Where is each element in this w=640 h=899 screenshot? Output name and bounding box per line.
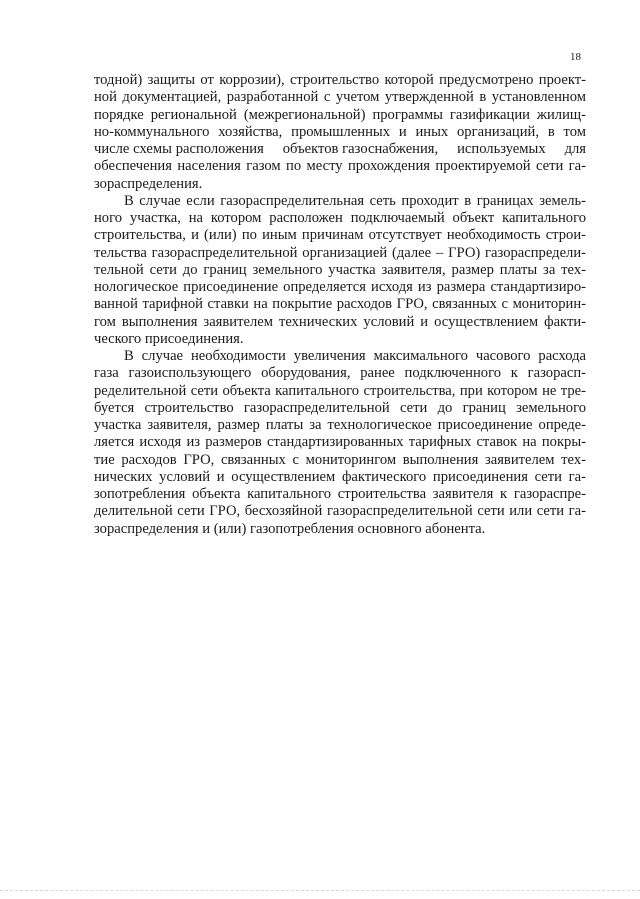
text-line: но-коммунального хозяйства, промышленных и иных организаций, в том	[94, 123, 586, 140]
text-line: гом выполнения заявителем технических условий и осуществлением факти-	[94, 313, 586, 330]
text-line: газа газоиспользующего оборудования, ранее подключенного к газорасп-	[94, 365, 586, 382]
text-line: зопотребления объекта капитального строительства заявителя к газораспре-	[94, 486, 586, 502]
text-line: нических условий и осуществлением фактического присоединения сети га-	[94, 468, 586, 485]
text-line: тодной) защиты от коррозии), строительство которой предусмотрено проект-	[94, 72, 586, 88]
text-line: зораспределения.	[94, 175, 203, 192]
text-line: ляется исходя из размеров стандартизированных тарифных ставок на покры-	[94, 434, 586, 451]
page-number: 18	[570, 51, 581, 63]
text-line: тие расходов ГРО, связанных с мониторингом выполнения заявителем тех-	[94, 451, 586, 468]
text-line: нологическое присоединение определяется исходя из размера стандартизиро-	[94, 279, 586, 295]
text-line: ного участка, на котором расположен подключаемый объект капитального	[94, 210, 586, 226]
text-line: обеспечения населения газом по месту прохождения проектируемой сети га-	[94, 158, 586, 175]
text-line: ческого присоединения.	[94, 330, 244, 347]
text-line: зораспределения и (или) газопотребления основного абонента.	[94, 520, 486, 537]
scan-edge-line	[0, 890, 640, 891]
document-body	[94, 72, 586, 538]
text-line: В случае необходимости увеличения максимального часового расхода	[124, 348, 586, 364]
text-line: тельства газораспределительной организацией (далее – ГРО) газораспредели-	[94, 244, 586, 261]
text-line: В случае если газораспределительная сеть проходит в границах земель-	[124, 192, 586, 209]
paragraph-2	[94, 193, 586, 348]
text-line: ной документацией, разработанной с учетом утвержденной в установленном	[94, 89, 586, 106]
paragraph-1	[94, 72, 586, 193]
text-line: делительной сети ГРО, бесхозяйной газораспределительной сети или сети га-	[94, 503, 586, 520]
text-line: строительства, и (или) по иным причинам отсутствует необходимость строи-	[94, 227, 586, 244]
text-line: ределительной сети объекта капитального строительства, при котором не тре-	[94, 382, 586, 399]
text-line: тельной сети до границ земельного участка заявителя, размер платы за тех-	[94, 261, 586, 278]
paragraph-3	[94, 348, 586, 538]
text-line: буется строительство газораспределительной сети до границ земельного	[94, 399, 586, 416]
text-line: числе схемы расположения объектов газоснабжения, используемых для	[94, 141, 586, 157]
text-line: ванной тарифной ставки на покрытие расходов ГРО, связанных с мониторин-	[94, 296, 586, 313]
text-line: порядке региональной (межрегиональной) программы газификации жилищ-	[94, 106, 586, 123]
text-line: участка заявителя, размер платы за технологическое присоединение опреде-	[94, 417, 586, 433]
